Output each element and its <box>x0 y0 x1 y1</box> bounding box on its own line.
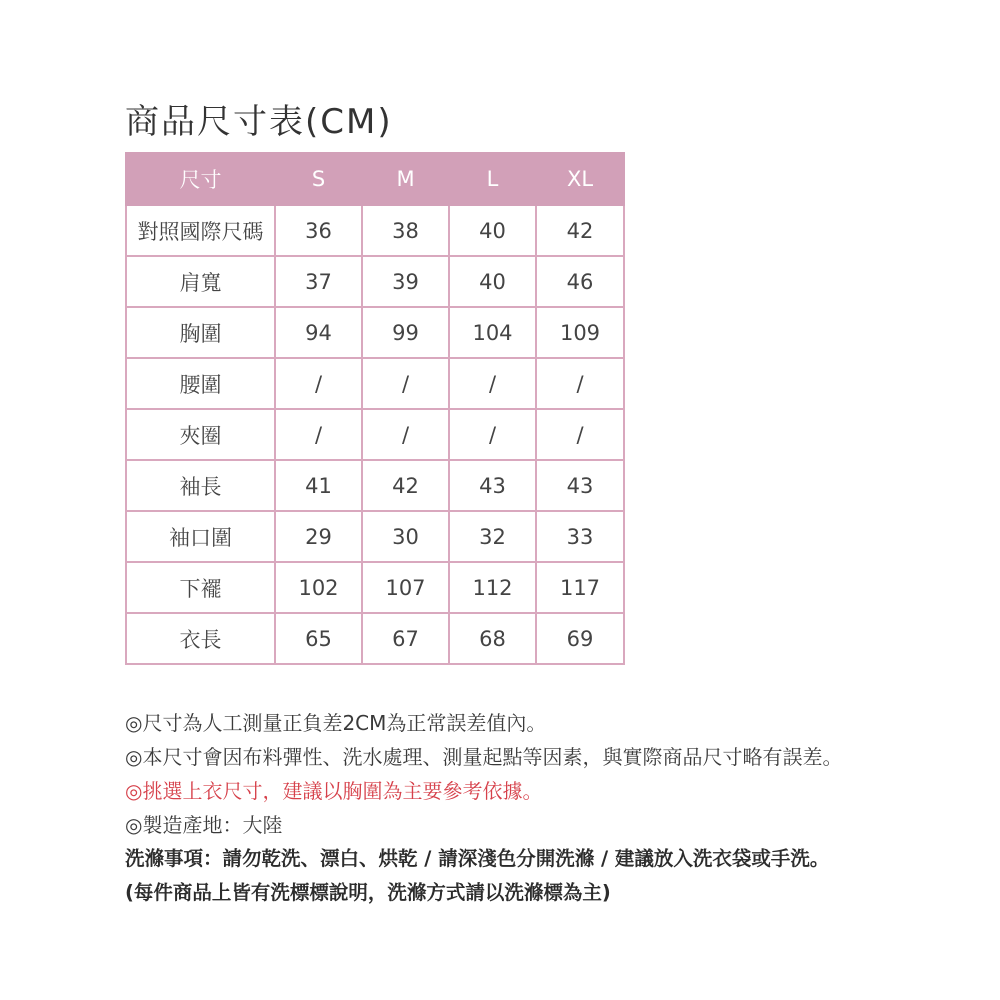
table-cell: / <box>362 409 449 460</box>
table-cell: 46 <box>536 256 624 307</box>
header-cell: XL <box>536 153 624 205</box>
header-cell: S <box>275 153 362 205</box>
care-instructions: 洗滌事項：請勿乾洗、漂白、烘乾 / 請深淺色分開洗滌 / 建議放入洗衣袋或手洗。 <box>125 847 830 870</box>
table-cell: / <box>275 409 362 460</box>
table-cell: 36 <box>275 205 362 256</box>
note-size-advice: ◎挑選上衣尺寸，建議以胸圍為主要參考依據。 <box>125 779 543 803</box>
table-cell: 39 <box>362 256 449 307</box>
row-label: 胸圍 <box>126 307 275 358</box>
header-cell: M <box>362 153 449 205</box>
row-label: 腰圍 <box>126 358 275 409</box>
row-label: 下襬 <box>126 562 275 613</box>
row-label: 肩寬 <box>126 256 275 307</box>
table-row <box>126 409 624 460</box>
table-cell: / <box>536 409 624 460</box>
row-label: 對照國際尺碼 <box>126 205 275 256</box>
table-cell: 104 <box>449 307 536 358</box>
table-cell: / <box>275 358 362 409</box>
table-cell: 40 <box>449 256 536 307</box>
table-cell: 99 <box>362 307 449 358</box>
table-row <box>126 511 624 562</box>
table-cell: 67 <box>362 613 449 664</box>
table-cell: 65 <box>275 613 362 664</box>
table-cell: 109 <box>536 307 624 358</box>
note-origin: ◎製造產地：大陸 <box>125 813 283 837</box>
table-header-row <box>126 153 624 205</box>
note-measurement-tolerance: ◎尺寸為人工測量正負差2CM為正常誤差值內。 <box>125 711 547 735</box>
row-label: 衣長 <box>126 613 275 664</box>
table-cell: 40 <box>449 205 536 256</box>
table-cell: 42 <box>362 460 449 511</box>
table-cell: 68 <box>449 613 536 664</box>
table-cell: 30 <box>362 511 449 562</box>
table-row <box>126 307 624 358</box>
table-cell: 42 <box>536 205 624 256</box>
table-cell: 43 <box>449 460 536 511</box>
table-cell: 33 <box>536 511 624 562</box>
table-row <box>126 460 624 511</box>
notes-section <box>125 706 995 910</box>
table-cell: / <box>362 358 449 409</box>
header-cell: 尺寸 <box>126 153 275 205</box>
row-label: 夾圈 <box>126 409 275 460</box>
table-row <box>126 358 624 409</box>
table-cell: / <box>536 358 624 409</box>
table-row <box>126 562 624 613</box>
table-row <box>126 256 624 307</box>
table-cell: 102 <box>275 562 362 613</box>
table-cell: / <box>449 409 536 460</box>
page-title: 商品尺寸表(CM) <box>125 102 393 142</box>
care-label-note: (每件商品上皆有洗標標說明，洗滌方式請以洗滌標為主) <box>125 881 611 904</box>
table-cell: 38 <box>362 205 449 256</box>
table-cell: 37 <box>275 256 362 307</box>
size-table <box>125 152 625 665</box>
note-fabric-variance: ◎本尺寸會因布料彈性、洗水處理、測量起點等因素，與實際商品尺寸略有誤差。 <box>125 745 843 769</box>
table-cell: 94 <box>275 307 362 358</box>
table-row <box>126 613 624 664</box>
header-cell: L <box>449 153 536 205</box>
table-cell: 41 <box>275 460 362 511</box>
table-cell: 29 <box>275 511 362 562</box>
row-label: 袖口圍 <box>126 511 275 562</box>
table-cell: 117 <box>536 562 624 613</box>
table-cell: 112 <box>449 562 536 613</box>
table-row <box>126 205 624 256</box>
table-cell: 32 <box>449 511 536 562</box>
table-cell: 69 <box>536 613 624 664</box>
table-cell: 107 <box>362 562 449 613</box>
table-cell: 43 <box>536 460 624 511</box>
row-label: 袖長 <box>126 460 275 511</box>
table-cell: / <box>449 358 536 409</box>
